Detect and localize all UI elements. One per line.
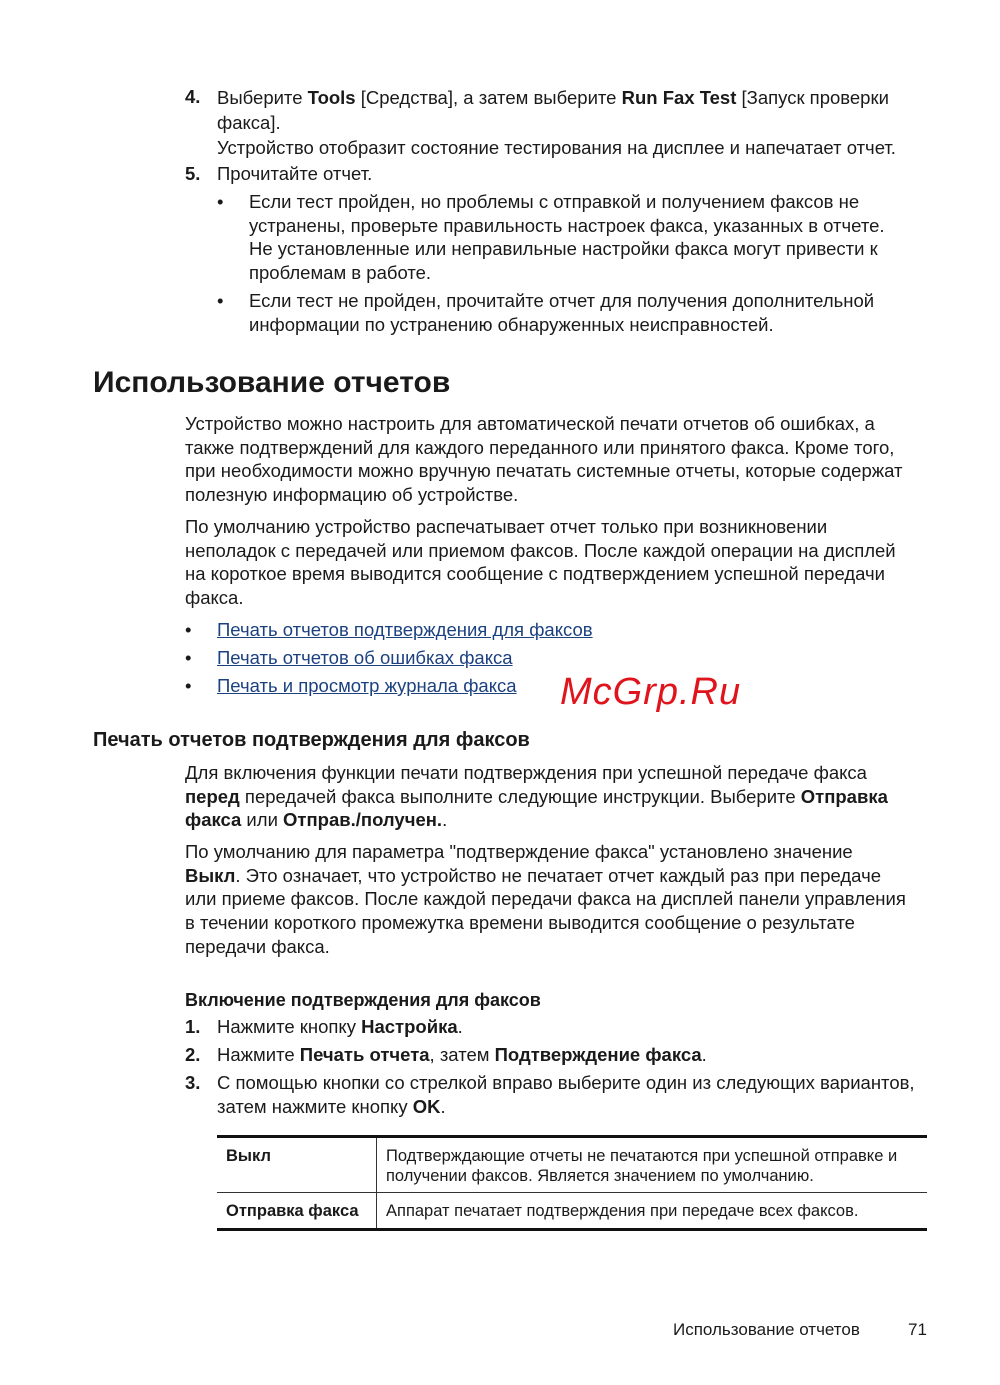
bullet-icon: •: [185, 675, 192, 696]
link-error-reports[interactable]: Печать отчетов об ошибках факса: [217, 647, 513, 668]
text: .: [701, 1044, 707, 1065]
step-number: 5.: [185, 163, 201, 184]
text: Нажмите: [217, 1044, 300, 1065]
bold-text: Run Fax Test: [621, 87, 737, 108]
text: передачи факса.: [185, 935, 330, 957]
bullet-icon: •: [185, 619, 192, 640]
bullet-icon: •: [217, 191, 224, 212]
text: Устройство отобразит состояние тестирования на дисплее и напечатает отчет.: [217, 137, 896, 158]
text: на короткое время выводится сообщение с подтверждением успешной передачи: [185, 563, 885, 585]
text: факса.: [185, 587, 244, 609]
text: проблемам в работе.: [249, 262, 432, 284]
table-row: [217, 1137, 927, 1193]
bold-text: Отправка: [800, 785, 888, 807]
step-number: 3.: [185, 1072, 201, 1093]
text-line: [185, 515, 896, 539]
option-description: Подтверждающие отчеты не печатаются при успешной отправке и получении факсов. Является значением по умолчанию.: [377, 1137, 928, 1193]
text-line: [185, 483, 903, 507]
text-line: [185, 459, 903, 483]
text-line: [249, 237, 885, 261]
text-line: [185, 911, 906, 935]
text: или: [241, 809, 284, 831]
text-line: [217, 110, 896, 135]
text-line: [249, 261, 885, 285]
text-line: [249, 190, 885, 214]
text: По умолчанию для параметра "подтверждение факса" установлено значение: [185, 841, 853, 862]
options-table: [217, 1135, 927, 1231]
bold-text: перед: [185, 785, 240, 807]
section-title: Использование отчетов: [93, 366, 451, 399]
option-description: Аппарат печатает подтверждения при передаче всех факсов.: [386, 1202, 859, 1220]
table-row: [217, 1193, 927, 1230]
text: факса].: [217, 112, 281, 133]
option-name: Отправка факса: [217, 1193, 377, 1230]
paragraph: [185, 412, 903, 507]
text-line: [217, 135, 896, 160]
text: передачей факса выполните следующие инструкции. Выберите: [239, 785, 801, 807]
text: или приеме факсов. После каждой передачи факса на дисплей панели управления: [185, 888, 906, 910]
text: С помощью кнопки со стрелкой вправо выберите один из следующих вариантов,: [217, 1072, 915, 1093]
text-line: [185, 808, 888, 832]
procedure-step: [217, 1015, 463, 1039]
bullet-text: [249, 289, 874, 336]
text-line: [185, 864, 906, 888]
text-line: [217, 1015, 463, 1039]
bullet-icon: •: [185, 647, 192, 668]
bold-text: Отправ./получен.: [283, 809, 443, 831]
link-fax-log[interactable]: Печать и просмотр журнала факса: [217, 675, 517, 696]
text: .: [440, 1095, 446, 1117]
text: .: [457, 1016, 463, 1037]
text: По умолчанию устройство распечатывает отчет только при возникновении: [185, 516, 828, 537]
procedure-step: [217, 1071, 915, 1118]
text: полезную информацию об устройстве.: [185, 484, 519, 506]
text-line: [249, 214, 885, 238]
text: Не установленные или неправильные настройки факса могут привести к: [249, 238, 878, 260]
paragraph: [185, 515, 896, 610]
bold-text: Tools: [307, 87, 356, 108]
step-number: 2.: [185, 1044, 201, 1065]
text-line: [217, 85, 896, 110]
text: при необходимости можно вручную печатать системные отчеты, которые содержат: [185, 460, 903, 482]
text: Устройство можно настроить для автоматической печати отчетов об ошибках, а: [185, 413, 875, 434]
text: устранены, проверьте правильность настроек факса, указанных в отчете.: [249, 214, 885, 236]
text: также подтверждений для каждого переданного или принятого факса. Кроме того,: [185, 436, 895, 458]
bold-text: факса: [185, 809, 242, 831]
bold-text: Печать отчета: [299, 1044, 430, 1065]
text-line: [185, 785, 888, 809]
procedure-title: Включение подтверждения для факсов: [185, 990, 541, 1010]
text-line: [217, 162, 372, 186]
text-line: [185, 887, 906, 911]
step-number: 1.: [185, 1016, 201, 1037]
text: затем нажмите кнопку: [217, 1095, 413, 1117]
procedure-step: [217, 1043, 707, 1067]
bold-text: Настройка: [361, 1016, 458, 1037]
text: в течении короткого промежутка времени выводится сообщение о результате: [185, 912, 855, 934]
text-line: [185, 539, 896, 563]
text: .: [442, 809, 448, 831]
step-number: 4.: [185, 86, 201, 107]
text-line: [185, 761, 888, 785]
text: Выберите: [217, 87, 308, 108]
footer-section: Использование отчетов: [673, 1320, 860, 1339]
link-confirmation-reports[interactable]: Печать отчетов подтверждения для факсов: [217, 619, 593, 640]
text-line: [185, 436, 903, 460]
text-line: [185, 935, 906, 959]
subsection-title: Печать отчетов подтверждения для факсов: [93, 729, 530, 751]
text-line: [217, 1043, 707, 1067]
bullet-icon: •: [217, 290, 224, 311]
bold-text: OK: [412, 1095, 441, 1117]
text-line: [217, 1071, 915, 1095]
text-line: [185, 562, 896, 586]
step-4-text: [217, 85, 896, 160]
text: Для включения функции печати подтверждения при успешной передаче факса: [185, 762, 867, 783]
bullet-text: [249, 190, 885, 285]
text-line: [185, 412, 903, 436]
bold-text: Выкл: [185, 864, 236, 886]
paragraph: [185, 840, 906, 959]
bold-text: Подтверждение факса: [494, 1044, 702, 1065]
text: неполадок с передачей или приемом факсов. После каждой операции на дисплей: [185, 539, 896, 561]
paragraph: [185, 761, 888, 832]
text-line: [249, 289, 874, 313]
text-line: [249, 313, 874, 337]
text: Нажмите кнопку: [217, 1016, 362, 1037]
watermark: McGrp.Ru: [560, 671, 742, 713]
text: [Запуск проверки: [736, 87, 889, 108]
text: Если тест не пройден, прочитайте отчет для получения дополнительной: [249, 290, 875, 311]
text: Прочитайте отчет.: [217, 163, 373, 184]
text: Если тест пройден, но проблемы с отправкой и получением факсов не: [249, 191, 860, 212]
option-name: Выкл: [217, 1137, 377, 1193]
text: , затем: [429, 1044, 495, 1065]
text: [Средства], а затем выберите: [355, 87, 622, 108]
page-number: 71: [908, 1320, 927, 1339]
text-line: [185, 840, 906, 864]
text-line: [217, 1095, 915, 1119]
step-5-text: [217, 162, 372, 186]
text-line: [185, 586, 896, 610]
text: информации по устранению обнаруженных неисправностей.: [249, 313, 774, 335]
text: . Это означает, что устройство не печатает отчет каждый раз при передаче: [235, 864, 881, 886]
